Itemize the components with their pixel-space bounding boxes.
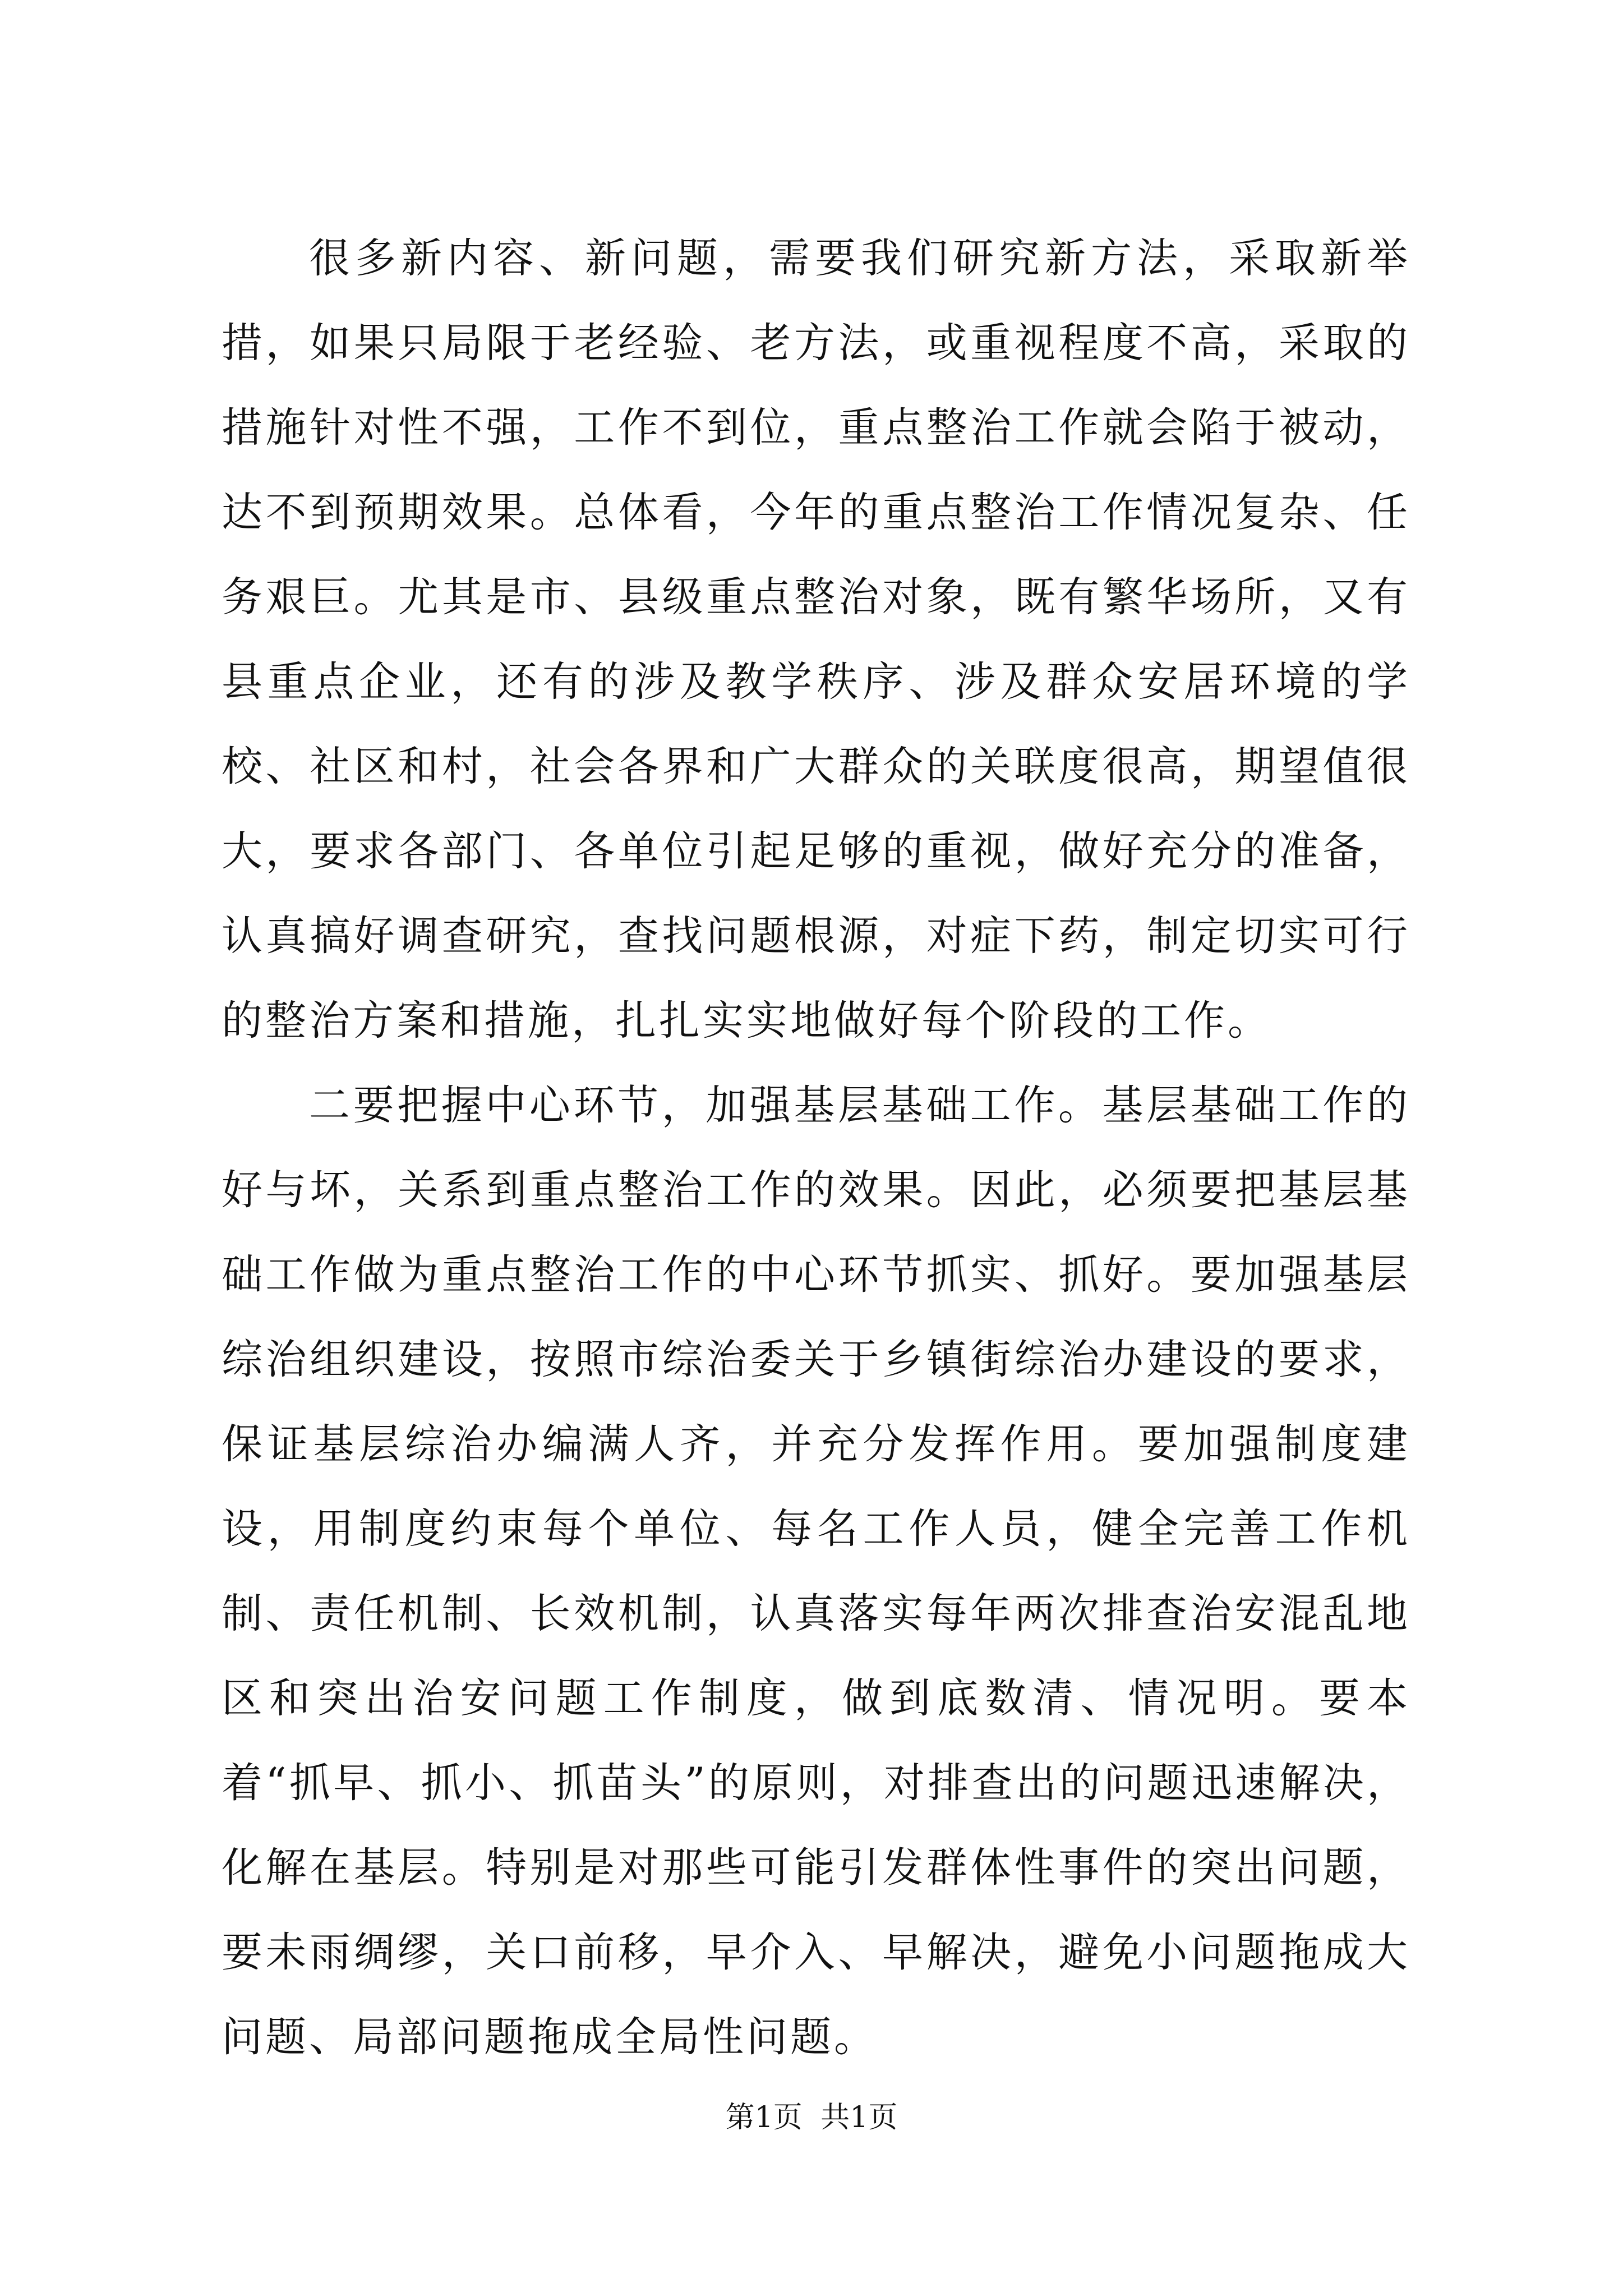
document-body <box>222 216 1410 2079</box>
paragraph: 二要把握中心环节，加强基层基础工作。基层基础工作的好与坏，关系到重点整治工作的效果。因此，必须要把基层基础工作做为重点整治工作的中心环节抓实、抓好。要加强基层综治组织建设，按照市综治委关于乡镇街综治办建设的要求，保证基层综治办编满人齐，并充分发挥作用。要加强制度建设，用制度约束每个单位、每名工作人员，健全完善工作机制、责任机制、长效机制，认真落实每年两次排查治安混乱地区和突出治安问题工作制度，做到底数清、情况明。要本着“抓早、抓小、抓苗头”的原则，对排查出的问题迅速解决，化解在基层。特别是对那些可能引发群体性事件的突出问题，要未雨绸缪，关口前移，早介入、早解决，避免小问题拖成大问题、局部问题拖成全局性问题。 <box>222 1082 1410 2061</box>
page-number: 第1页 <box>725 2101 803 2134</box>
page-footer <box>0 2098 1623 2137</box>
page-total: 共1页 <box>820 2101 898 2134</box>
paragraph: 很多新内容、新问题，需要我们研究新方法，采取新举措，如果只局限于老经验、老方法，或重视程度不高，采取的措施针对性不强，工作不到位，重点整治工作就会陷于被动，达不到预期效果。总体看，今年的重点整治工作情况复杂、任务艰巨。尤其是市、县级重点整治对象，既有繁华场所，又有县重点企业，还有的涉及教学秩序、涉及群众安居环境的学校、社区和村，社会各界和广大群众的关联度很高，期望值很大，要求各部门、各单位引起足够的重视，做好充分的准备，认真搞好调查研究，查找问题根源，对症下药，制定切实可行的整治方案和措施，扎扎实实地做好每个阶段的工作。 <box>222 234 1410 1045</box>
